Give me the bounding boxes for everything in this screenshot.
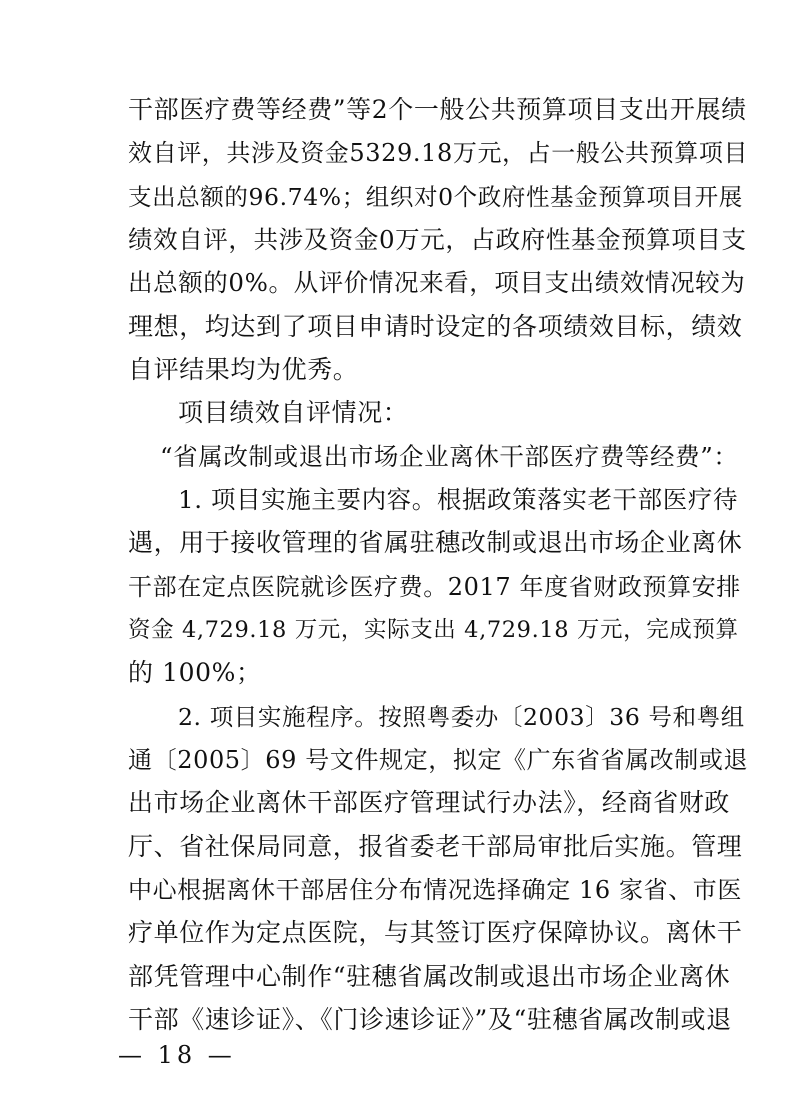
text-line: 中心根据离休干部居住分布情况选择确定 16 家省、市医 bbox=[128, 876, 742, 904]
text-line: 绩效自评，共涉及资金0万元，占政府性基金预算项目支 bbox=[128, 225, 747, 254]
text-line: 资金 4,729.18 万元，实际支出 4,729.18 万元，完成预算 bbox=[128, 617, 739, 643]
text-line: 干部《速诊证》、《门诊速诊证》”及“驻穗省属改制或退 bbox=[128, 1005, 732, 1034]
text-line: 的 100%； bbox=[128, 658, 262, 688]
text-line: 干部在定点医院就诊医疗费。2017 年度省财政预算安排 bbox=[128, 572, 741, 601]
text-line: 干部医疗费等经费”等2个一般公共预算项目支出开展绩 bbox=[128, 95, 747, 124]
section-heading: 项目绩效自评情况： bbox=[178, 398, 409, 428]
text-line: 出市场企业离休干部医疗管理试行办法》，经商省财政 bbox=[128, 788, 730, 818]
text-line: 效自评，共涉及资金5329.18万元，占一般公共预算项目 bbox=[128, 139, 749, 168]
text-line: 遇，用于接收管理的省属驻穗改制或退出市场企业离休 bbox=[128, 528, 743, 558]
text-line: 出总额的0%。从评价情况来看，项目支出绩效情况较为 bbox=[128, 268, 746, 298]
project-title: “省属改制或退出市场企业离休干部医疗费等经费”： bbox=[160, 441, 739, 471]
text-line: 通〔2005〕69 号文件规定，拟定《广东省省属改制或退 bbox=[128, 746, 749, 774]
text-line: 理想，均达到了项目申请时设定的各项绩效目标，绩效 bbox=[128, 311, 743, 341]
text-line: 厅、省社保局同意，报省委老干部局审批后实施。管理 bbox=[128, 831, 743, 861]
text-line: 自评结果均为优秀。 bbox=[128, 355, 359, 384]
text-line: 部凭管理中心制作“驻穗省属改制或退出市场企业离休 bbox=[128, 961, 731, 991]
page-number: — 18 — bbox=[118, 1041, 236, 1069]
text-line: 疗单位作为定点医院，与其签订医疗保障协议。离休干 bbox=[128, 918, 743, 948]
text-line: 2. 项目实施程序。按照粤委办〔2003〕36 号和粤组 bbox=[178, 702, 745, 731]
text-line: 支出总额的96.74%；组织对0个政府性基金预算项目开展 bbox=[128, 182, 743, 211]
text-line: 1. 项目实施主要内容。根据政策落实老干部医疗待 bbox=[178, 485, 739, 514]
